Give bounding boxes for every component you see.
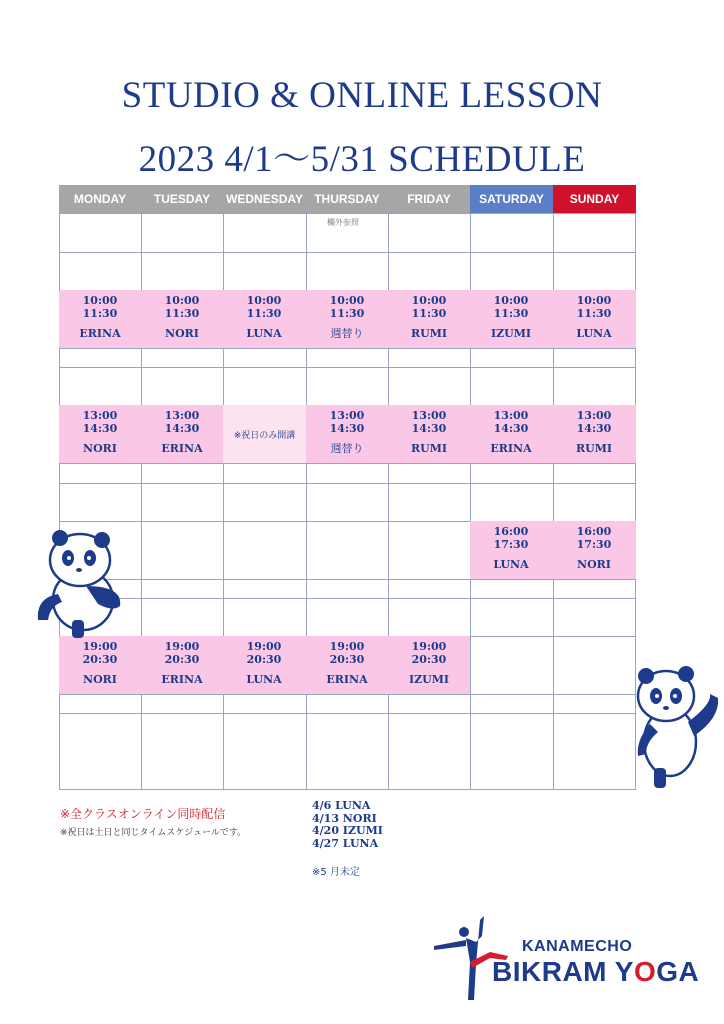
- instructor-name: LUNA: [246, 327, 282, 340]
- logo: [430, 912, 700, 1002]
- grid-hline: [59, 713, 636, 714]
- class-time: [141, 405, 223, 435]
- class-time: [59, 636, 141, 666]
- class-cell: [59, 290, 141, 348]
- class-cell: [306, 636, 388, 694]
- end-time: 14:30: [576, 422, 612, 435]
- header-friday: FRIDAY: [388, 185, 470, 213]
- start-time: 13:00: [576, 409, 612, 422]
- may-note: ※5 月未定: [312, 867, 360, 878]
- class-time: [223, 290, 305, 320]
- start-time: 10:00: [246, 294, 282, 307]
- page-title-line1: STUDIO & ONLINE LESSON: [121, 75, 603, 116]
- class-cell: [388, 405, 470, 463]
- class-cell: [553, 405, 635, 463]
- thursday-rotation-list: [312, 800, 383, 850]
- class-time: [553, 290, 635, 320]
- class-time: [59, 405, 141, 435]
- class-time: [306, 290, 388, 320]
- end-time: 14:30: [493, 422, 529, 435]
- start-time: 19:00: [411, 640, 447, 653]
- start-time: 19:00: [246, 640, 282, 653]
- class-time: [306, 405, 388, 435]
- holiday-note: ※祝日は土日と同じタイムスケジュールです。: [60, 828, 247, 838]
- start-time: 10:00: [82, 294, 118, 307]
- panda-right-icon: [632, 660, 722, 790]
- grid-hline: [59, 463, 636, 464]
- end-time: 20:30: [411, 653, 447, 666]
- grid-hline: [59, 348, 636, 349]
- end-time: 14:30: [82, 422, 118, 435]
- end-time: 11:30: [82, 307, 118, 320]
- class-time: [388, 636, 470, 666]
- end-time: 11:30: [411, 307, 447, 320]
- header-tuesday: TUESDAY: [141, 185, 223, 213]
- grid-hline: [59, 579, 636, 580]
- class-cell: [223, 636, 305, 694]
- instructor-name: RUMI: [410, 327, 448, 340]
- class-time: [470, 290, 552, 320]
- class-cell: [553, 521, 635, 579]
- class-cell: [553, 290, 635, 348]
- class-time: [59, 290, 141, 320]
- instructor-name: LUNA: [576, 327, 612, 340]
- class-time: [388, 290, 470, 320]
- instructor-name: IZUMI: [408, 673, 450, 686]
- class-cell: [388, 636, 470, 694]
- end-time: 14:30: [329, 422, 365, 435]
- class-time: [306, 636, 388, 666]
- logo-main-text: BIKRAM YOGA: [492, 956, 700, 987]
- instructor-name: 週替り: [330, 327, 364, 340]
- grid-hline: [59, 252, 636, 253]
- end-time: 11:30: [246, 307, 282, 320]
- start-time: 13:00: [329, 409, 365, 422]
- header-monday: MONDAY: [59, 185, 141, 213]
- end-time: 11:30: [493, 307, 529, 320]
- class-time: [141, 290, 223, 320]
- end-time: 14:30: [164, 422, 200, 435]
- rotation-item: 4/6 LUNA: [312, 799, 371, 812]
- end-time: 17:30: [493, 538, 529, 551]
- logo-top-text: KANAMECHO: [522, 938, 633, 955]
- start-time: 13:00: [82, 409, 118, 422]
- instructor-name: RUMI: [410, 442, 448, 455]
- rotation-item: 4/13 NORI: [312, 811, 377, 825]
- class-cell: [470, 290, 552, 348]
- class-cell: [59, 405, 141, 463]
- rotation-item: 4/20 IZUMI: [312, 824, 383, 837]
- start-time: 19:00: [329, 640, 365, 653]
- rotation-item: 4/27 LUNA: [312, 836, 379, 850]
- grid-hline: [59, 598, 636, 599]
- class-time: [553, 521, 635, 551]
- end-time: 20:30: [82, 653, 118, 666]
- header-thursday: THURSDAY: [306, 185, 388, 213]
- class-cell: [388, 290, 470, 348]
- end-time: 20:30: [329, 653, 365, 666]
- class-time: [470, 521, 552, 551]
- class-time: [388, 405, 470, 435]
- class-cell: [59, 636, 141, 694]
- panda-left-icon: [28, 528, 128, 640]
- grid-hline: [59, 367, 636, 368]
- header-sunday: SUNDAY: [553, 185, 636, 213]
- online-note: ※全クラスオンライン同時配信: [60, 807, 226, 821]
- end-time: 17:30: [576, 538, 612, 551]
- class-time: [470, 405, 552, 435]
- instructor-name: 週替り: [330, 442, 364, 455]
- class-time: [553, 405, 635, 435]
- instructor-name: IZUMI: [490, 327, 532, 340]
- start-time: 16:00: [493, 525, 529, 538]
- page-title-line2: 2023 4/1～5/31 SCHEDULE: [138, 139, 586, 180]
- instructor-name: NORI: [165, 327, 199, 340]
- instructor-name: ERINA: [161, 673, 203, 686]
- instructor-name: ERINA: [161, 442, 203, 455]
- class-cell: [470, 521, 552, 579]
- class-cell: [223, 290, 305, 348]
- grid-hline: [59, 213, 636, 214]
- schedule-grid: [59, 185, 636, 790]
- wednesday-holiday-note: ※祝日のみ開講: [223, 405, 306, 463]
- instructor-name: ERINA: [490, 442, 532, 455]
- instructor-name: NORI: [577, 558, 611, 571]
- start-time: 10:00: [493, 294, 529, 307]
- start-time: 13:00: [411, 409, 447, 422]
- thursday-note: 欄外参照: [327, 218, 359, 227]
- end-time: 11:30: [164, 307, 200, 320]
- class-time: [223, 636, 305, 666]
- start-time: 10:00: [576, 294, 612, 307]
- instructor-name: RUMI: [575, 442, 613, 455]
- start-time: 16:00: [576, 525, 612, 538]
- grid-hline: [59, 694, 636, 695]
- start-time: 10:00: [329, 294, 365, 307]
- start-time: 13:00: [164, 409, 200, 422]
- start-time: 10:00: [164, 294, 200, 307]
- end-time: 11:30: [329, 307, 365, 320]
- class-cell: [470, 405, 552, 463]
- end-time: 20:30: [246, 653, 282, 666]
- grid-hline: [59, 483, 636, 484]
- start-time: 13:00: [493, 409, 529, 422]
- start-time: 19:00: [82, 640, 118, 653]
- header-wednesday: WEDNESDAY: [223, 185, 306, 213]
- header-saturday: SATURDAY: [470, 185, 553, 213]
- end-time: 14:30: [411, 422, 447, 435]
- instructor-name: NORI: [83, 442, 117, 455]
- instructor-name: LUNA: [493, 558, 529, 571]
- instructor-name: LUNA: [246, 673, 282, 686]
- class-cell: [141, 636, 223, 694]
- end-time: 20:30: [164, 653, 200, 666]
- class-cell: [141, 290, 223, 348]
- class-cell: [141, 405, 223, 463]
- class-time: [141, 636, 223, 666]
- grid-hline: [59, 789, 636, 790]
- start-time: 19:00: [164, 640, 200, 653]
- end-time: 11:30: [576, 307, 612, 320]
- instructor-name: NORI: [83, 673, 117, 686]
- start-time: 10:00: [411, 294, 447, 307]
- class-cell: [306, 290, 388, 348]
- instructor-name: ERINA: [79, 327, 121, 340]
- class-cell: [306, 405, 388, 463]
- instructor-name: ERINA: [326, 673, 368, 686]
